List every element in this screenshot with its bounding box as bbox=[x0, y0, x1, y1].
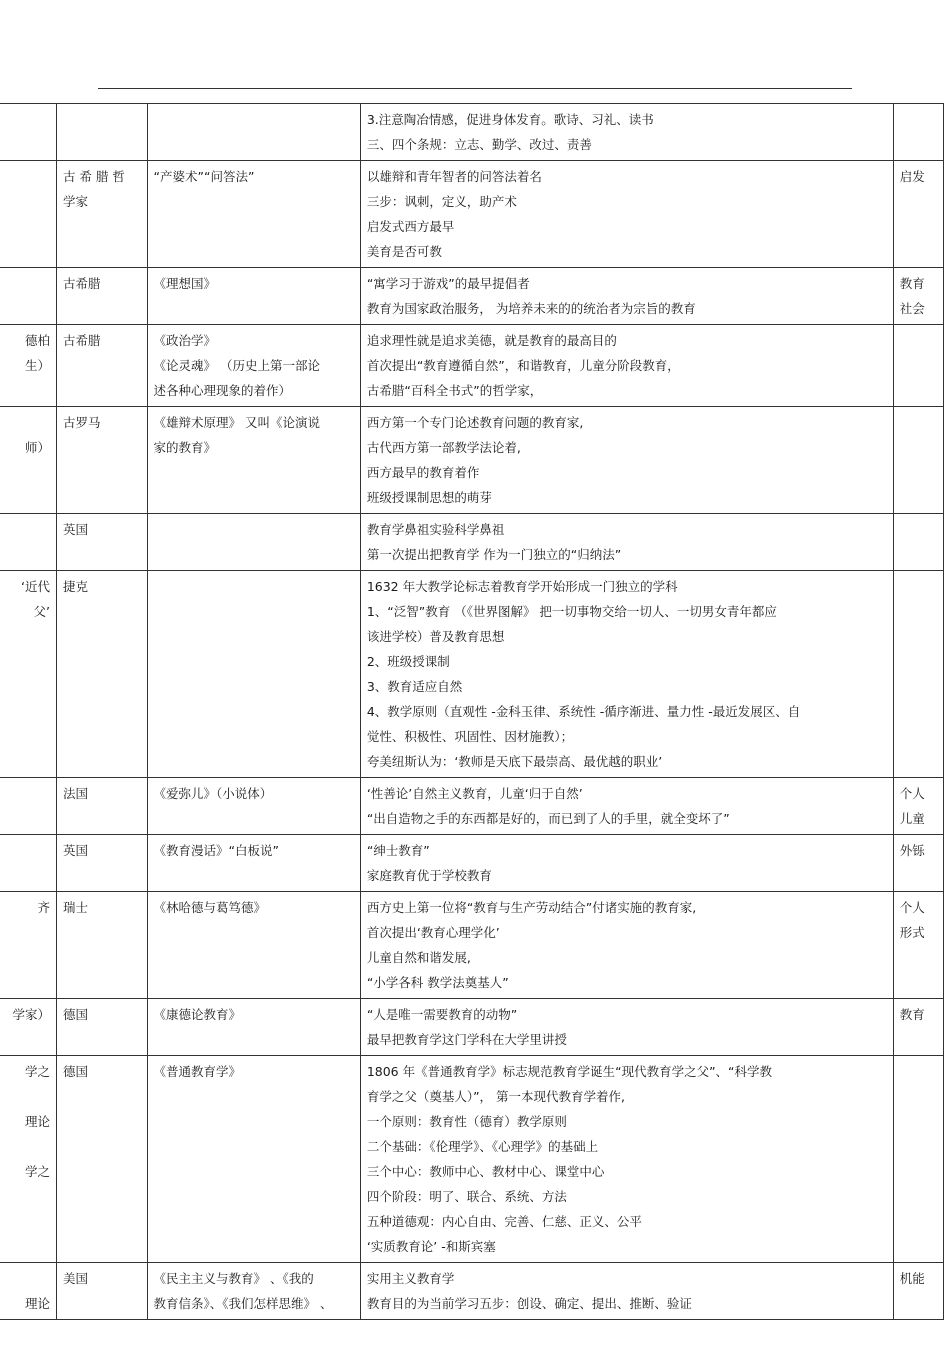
theory-cell bbox=[893, 268, 943, 325]
cell-line: ‘实质教育论’ -和斯宾塞 bbox=[366, 1239, 496, 1254]
cell-line: 《雄辩术原理》 又叫《论演说 bbox=[153, 415, 321, 430]
table-row bbox=[0, 407, 944, 514]
cell-line: 儿童自然和谐发展, bbox=[366, 950, 471, 965]
cell-line: 教育学鼻祖实验科学鼻祖 bbox=[366, 522, 505, 537]
cell-line: 瑞士 bbox=[63, 900, 89, 915]
contribution-cell bbox=[360, 835, 893, 892]
table-row bbox=[0, 161, 944, 268]
theory-cell bbox=[893, 161, 943, 268]
cell-line: 形式 bbox=[899, 925, 925, 940]
contribution-cell bbox=[360, 1263, 893, 1320]
cell-line: 《论灵魂》 （历史上第一部论 bbox=[153, 358, 321, 373]
contribution-cell bbox=[360, 999, 893, 1056]
cell-line: “产婆术”“问答法” bbox=[153, 169, 255, 184]
cell-line: 《康德论教育》 bbox=[153, 1007, 242, 1022]
cell-line: 社会 bbox=[899, 301, 925, 316]
cell-line: 启发式西方最早 bbox=[366, 219, 455, 234]
cell-line: 德国 bbox=[63, 1007, 89, 1022]
cell-line: 班级授课制思想的萌芽 bbox=[366, 490, 492, 505]
cell-line: 机能 bbox=[899, 1271, 925, 1286]
country-cell bbox=[57, 778, 148, 835]
country-cell bbox=[57, 268, 148, 325]
cell-line: 《教育漫话》“白板说” bbox=[153, 843, 279, 858]
cell-line: 美国 bbox=[63, 1271, 89, 1286]
cell-line: 追求理性就是追求美德，就是教育的最高目的 bbox=[366, 333, 617, 348]
cell-line: 古罗马 bbox=[63, 415, 101, 430]
table-row bbox=[0, 892, 944, 999]
cell-line: 古代西方第一部教学法论着, bbox=[366, 440, 521, 455]
contribution-cell bbox=[360, 571, 893, 778]
table-row bbox=[0, 571, 944, 778]
cell-line: 生） bbox=[24, 358, 50, 373]
name-clip bbox=[1, 574, 50, 624]
country-cell bbox=[57, 835, 148, 892]
works-cell bbox=[147, 999, 360, 1056]
cell-line: 古希腊“百科全书式”的哲学家， bbox=[366, 383, 543, 398]
cell-line: 教育为国家政治服务， 为培养未来的的统治者为宗旨的教育 bbox=[366, 301, 696, 316]
name-cell bbox=[0, 571, 57, 778]
cell-line: 三步：讽刺，定义，助产术 bbox=[366, 194, 517, 209]
theory-cell bbox=[893, 325, 943, 407]
name-cell bbox=[0, 514, 57, 571]
theory-cell bbox=[893, 999, 943, 1056]
table-row bbox=[0, 514, 944, 571]
name-clip bbox=[1, 1002, 50, 1027]
name-cell bbox=[0, 161, 57, 268]
name-cell bbox=[0, 892, 57, 999]
cell-line: 教育信条》、《我们怎样思维》 、 bbox=[153, 1296, 333, 1311]
theory-cell bbox=[893, 892, 943, 999]
theory-cell bbox=[893, 778, 943, 835]
name-clip bbox=[1, 1059, 50, 1184]
cell-line: 西方第一个专门论述教育问题的教育家, bbox=[366, 415, 584, 430]
theory-cell bbox=[893, 407, 943, 514]
cell-line: 四个阶段：明了、联合、系统、方法 bbox=[366, 1189, 567, 1204]
cell-line: 最早把教育学这门学科在大学里讲授 bbox=[366, 1032, 567, 1047]
cell-line: 西方最早的教育着作 bbox=[366, 465, 480, 480]
contribution-cell bbox=[360, 407, 893, 514]
name-clip bbox=[1, 1266, 50, 1316]
cell-line: 《普通教育学》 bbox=[153, 1064, 242, 1079]
contribution-cell bbox=[360, 514, 893, 571]
cell-line: 英国 bbox=[63, 843, 89, 858]
country-cell bbox=[57, 514, 148, 571]
cell-line: “绅士教育” bbox=[366, 843, 430, 858]
cell-line: 二个基础：《伦理学》、《心理学》的基础上 bbox=[366, 1139, 599, 1154]
contribution-cell bbox=[360, 268, 893, 325]
cell-line bbox=[1, 1266, 50, 1291]
cell-line: 第一次提出把教育学 作为一门独立的“归纳法” bbox=[366, 547, 622, 562]
country-cell bbox=[57, 407, 148, 514]
cell-line: 法国 bbox=[63, 786, 89, 801]
table-row bbox=[0, 778, 944, 835]
cell-line: 一个原则：教育性（德育）教学原则 bbox=[366, 1114, 567, 1129]
cell-line: 古 希 腊 哲 bbox=[63, 169, 125, 184]
cell-line: 1632 年大教学论标志着教育学开始形成一门独立的学科 bbox=[366, 579, 678, 594]
country-cell bbox=[57, 104, 148, 161]
theory-cell bbox=[893, 835, 943, 892]
works-cell bbox=[147, 161, 360, 268]
cell-line: 首次提出‘教育心理学化’ bbox=[366, 925, 500, 940]
cell-line: 以雄辩和青年智者的问答法着名 bbox=[366, 169, 542, 184]
name-cell bbox=[0, 325, 57, 407]
cell-line: 夸美纽斯认为：‘教师是天底下最崇高、最优越的职业’ bbox=[366, 754, 663, 769]
contribution-cell bbox=[360, 325, 893, 407]
table-row bbox=[0, 1263, 944, 1320]
country-cell bbox=[57, 1056, 148, 1263]
table-row bbox=[0, 268, 944, 325]
works-cell bbox=[147, 325, 360, 407]
name-cell bbox=[0, 1056, 57, 1263]
cell-line: 2、班级授课制 bbox=[366, 654, 450, 669]
works-cell bbox=[147, 104, 360, 161]
cell-line: 觉性、积极性、巩固性、因材施教）； bbox=[366, 729, 574, 744]
cell-line: 捷克 bbox=[63, 579, 89, 594]
works-cell bbox=[147, 571, 360, 778]
cell-line: 3、教育适应自然 bbox=[366, 679, 463, 694]
contribution-cell bbox=[360, 1056, 893, 1263]
cell-line: 英国 bbox=[63, 522, 89, 537]
cell-line: 教育 bbox=[899, 276, 925, 291]
works-cell bbox=[147, 835, 360, 892]
cell-line: 三、四个条规：立志、勤学、改过、责善 bbox=[366, 137, 592, 152]
cell-line: 学之 bbox=[24, 1164, 50, 1179]
cell-line: 《理想国》 bbox=[153, 276, 217, 291]
theory-cell bbox=[893, 1056, 943, 1263]
name-cell bbox=[0, 268, 57, 325]
works-cell bbox=[147, 1056, 360, 1263]
theory-cell bbox=[893, 104, 943, 161]
contribution-cell bbox=[360, 104, 893, 161]
country-cell bbox=[57, 892, 148, 999]
theory-cell bbox=[893, 571, 943, 778]
cell-line: 4、教学原则（直观性 -金科玉律、系统性 -循序渐进、量力性 -最近发展区、自 bbox=[366, 704, 801, 719]
cell-line bbox=[1, 1084, 50, 1109]
cell-line bbox=[1, 1134, 50, 1159]
cell-line: “出自造物之手的东西都是好的，而已到了人的手里，就全变坏了” bbox=[366, 811, 730, 826]
cell-line: 家庭教育优于学校教育 bbox=[366, 868, 492, 883]
cell-line: 儿童 bbox=[899, 811, 925, 826]
table-row bbox=[0, 104, 944, 161]
cell-line bbox=[1, 410, 50, 435]
cell-line: 齐 bbox=[37, 900, 50, 915]
cell-line: 述各种心理现象的着作） bbox=[153, 383, 292, 398]
cell-line: 首次提出“教育遵循自然”，和谐教育，儿童分阶段教育， bbox=[366, 358, 680, 373]
educators-table bbox=[0, 103, 944, 1320]
table-row bbox=[0, 1056, 944, 1263]
cell-line: 个人 bbox=[899, 786, 925, 801]
name-clip bbox=[1, 895, 50, 920]
cell-line: 1806 年《普通教育学》标志规范教育学诞生“现代教育学之父”、“科学教 bbox=[366, 1064, 773, 1079]
contribution-cell bbox=[360, 892, 893, 999]
cell-line: 美育是否可教 bbox=[366, 244, 442, 259]
cell-line: 古希腊 bbox=[63, 276, 101, 291]
cell-line: 五种道德观：内心自由、完善、仁慈、正义、公平 bbox=[366, 1214, 642, 1229]
name-cell bbox=[0, 999, 57, 1056]
cell-line: 《民主主义与教育》 、《我的 bbox=[153, 1271, 314, 1286]
cell-line: “寓学习于游戏”的最早提倡者 bbox=[366, 276, 530, 291]
cell-line: 《爱弥儿》（小说体） bbox=[153, 786, 273, 801]
cell-line: 《林哈德与葛笃德》 bbox=[153, 900, 267, 915]
works-cell bbox=[147, 892, 360, 999]
country-cell bbox=[57, 161, 148, 268]
header-rule bbox=[98, 88, 852, 89]
works-cell bbox=[147, 407, 360, 514]
cell-line: 学之 bbox=[24, 1064, 50, 1079]
name-cell bbox=[0, 1263, 57, 1320]
cell-line: “人是唯一需要教育的动物” bbox=[366, 1007, 518, 1022]
works-cell bbox=[147, 514, 360, 571]
works-cell bbox=[147, 1263, 360, 1320]
cell-line: 学家 bbox=[63, 194, 89, 209]
cell-line: ‘近代 bbox=[21, 579, 50, 594]
cell-line: 启发 bbox=[899, 169, 925, 184]
table-row bbox=[0, 325, 944, 407]
cell-line: 实用主义教育学 bbox=[366, 1271, 455, 1286]
cell-line: 学家） bbox=[12, 1007, 50, 1022]
cell-line: 育学之父（奠基人）”， 第一本现代教育学着作, bbox=[366, 1089, 625, 1104]
cell-line: 理论 bbox=[24, 1114, 50, 1129]
name-cell bbox=[0, 778, 57, 835]
cell-line: 3.注意陶冶情感，促进身体发育。歌诗、习礼、读书 bbox=[366, 112, 654, 127]
cell-line: 西方史上第一位将“教育与生产劳动结合”付诸实施的教育家, bbox=[366, 900, 697, 915]
cell-line: 《政治学》 bbox=[153, 333, 217, 348]
table-row bbox=[0, 835, 944, 892]
theory-cell bbox=[893, 1263, 943, 1320]
country-cell bbox=[57, 571, 148, 778]
country-cell bbox=[57, 325, 148, 407]
cell-line: 师） bbox=[24, 440, 50, 455]
country-cell bbox=[57, 1263, 148, 1320]
cell-line: 个人 bbox=[899, 900, 925, 915]
name-clip bbox=[1, 410, 50, 460]
cell-line: 该进学校）普及教育思想 bbox=[366, 629, 505, 644]
name-clip bbox=[1, 328, 50, 378]
name-cell bbox=[0, 835, 57, 892]
cell-line: 教育目的为当前学习五步：创设、确定、提出、推断、验证 bbox=[366, 1296, 692, 1311]
cell-line: 教育 bbox=[899, 1007, 925, 1022]
cell-line: 外铄 bbox=[899, 843, 925, 858]
country-cell bbox=[57, 999, 148, 1056]
cell-line: 家的教育》 bbox=[153, 440, 217, 455]
works-cell bbox=[147, 268, 360, 325]
name-cell bbox=[0, 407, 57, 514]
name-cell bbox=[0, 104, 57, 161]
cell-line: 1、“泛智”教育 （《世界图解》 把一切事物交给一切人、一切男女青年都应 bbox=[366, 604, 777, 619]
cell-line: 父’ bbox=[33, 604, 50, 619]
cell-line: “小学各科 教学法奠基人” bbox=[366, 975, 509, 990]
cell-line: 古希腊 bbox=[63, 333, 101, 348]
cell-line: 理论 bbox=[24, 1296, 50, 1311]
cell-line: 三个中心：教师中心、教材中心、课堂中心 bbox=[366, 1164, 605, 1179]
contribution-cell bbox=[360, 778, 893, 835]
cell-line: 德国 bbox=[63, 1064, 89, 1079]
contribution-cell bbox=[360, 161, 893, 268]
cell-line: 德柏 bbox=[24, 333, 50, 348]
table-row bbox=[0, 999, 944, 1056]
works-cell bbox=[147, 778, 360, 835]
cell-line: ‘性善论’自然主义教育，儿童‘归于自然’ bbox=[366, 786, 583, 801]
theory-cell bbox=[893, 514, 943, 571]
